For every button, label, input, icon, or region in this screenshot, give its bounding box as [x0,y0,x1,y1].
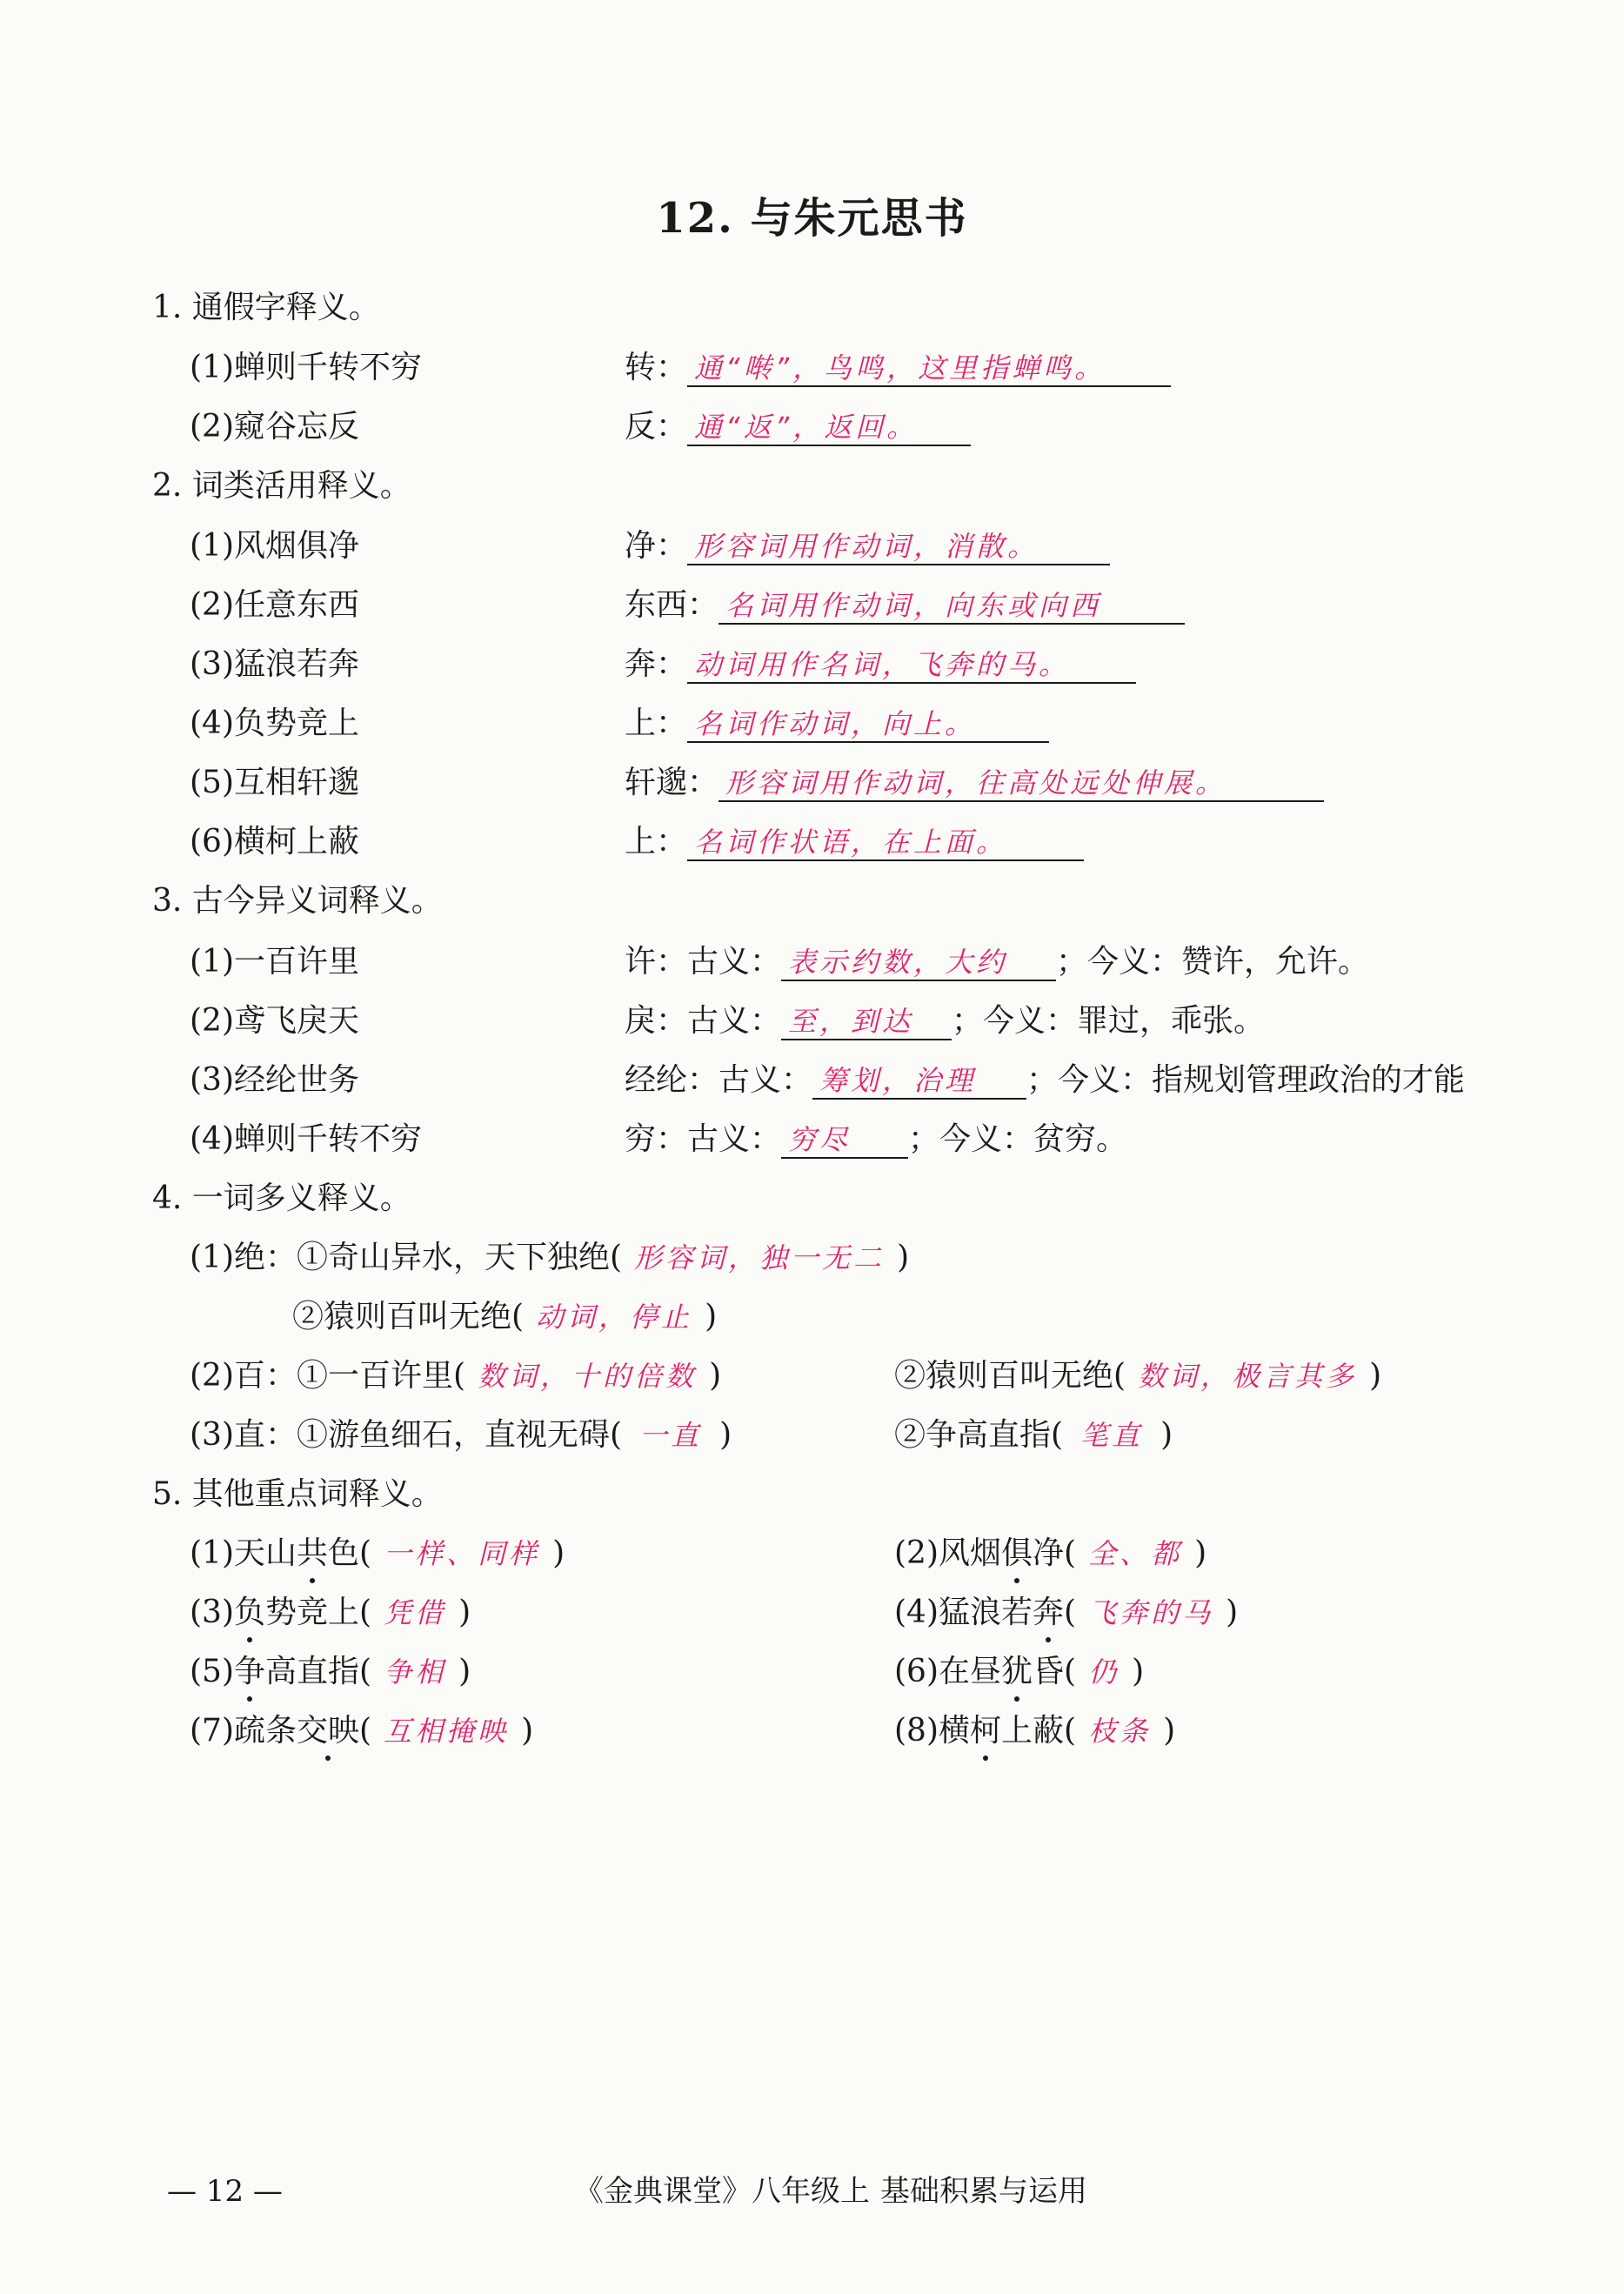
s2-a3-row [625,642,1136,687]
s4-jue-2-question: ②猿则百叫无绝( [292,1299,525,1334]
s3-a3-answer: 筹划，治理 [812,1063,1026,1100]
s1-a2-answer: 通“返”，返回。 [687,410,971,446]
book-title: 《金典课堂》八年级上 [574,2174,870,2209]
s5-item-5-close: ) [458,1654,471,1689]
s5-item-4 [894,1590,1238,1635]
s5-item-2 [894,1531,1206,1576]
s2-a4-key: 上： [625,706,688,741]
s5-item-1-pre: (1)天山 [190,1535,297,1571]
s5-item-5-keyword: 争 [234,1654,266,1689]
s2-a6-key: 上： [625,824,688,859]
s1-q1: (1)蝉则千转不穷 [190,350,422,385]
s2-a2-row [625,583,1185,628]
s2-a1-answer: 形容词用作动词，消散。 [687,529,1110,565]
s2-q2: (2)任意东西 [190,587,359,623]
s5-item-5-answer: 争相 [384,1655,447,1689]
s4-jue-2 [292,1294,717,1340]
s5-item-7 [190,1709,533,1754]
s3-a3-key: 经纶：古义： [625,1062,813,1098]
s5-item-3-answer: 凭借 [384,1596,447,1629]
s3-q3: (3)经纶世务 [190,1062,359,1098]
s4-zhi-1-answer: 一直 [639,1419,703,1452]
s4-jue-1 [190,1235,909,1281]
s3-a1-answer: 表示约数，大约 [781,945,1056,981]
s5-item-6-post: 昏( [1033,1654,1077,1689]
s2-q3: (3)猛浪若奔 [190,646,359,682]
s5-item-6-keyword: 犹 [1001,1654,1033,1689]
s1-a1-answer: 通“啭”，鸟鸣，这里指蝉鸣。 [687,351,1171,387]
s5-item-6-pre: (6)在昼 [894,1654,1001,1689]
s2-a5-answer: 形容词用作动词，往高处远处伸展。 [718,766,1324,802]
s5-item-1-answer: 一样、同样 [384,1537,541,1570]
section-title: 基础积累与运用 [880,2174,1087,2209]
s5-item-7-answer: 互相掩映 [384,1715,510,1748]
s5-item-2-close: ) [1194,1535,1207,1571]
s5-item-6 [894,1649,1144,1695]
s5-item-1 [190,1531,565,1576]
s4-jue-2-close: ) [705,1299,718,1334]
s4-zhi-1 [190,1413,732,1458]
s2-a1-row [625,524,1110,569]
s2-a5-row [625,760,1324,806]
s3-a3-row [625,1058,1465,1103]
s2-a2-answer: 名词用作动词，向东或向西 [718,588,1185,625]
s3-a2-key: 戾：古义： [625,1003,782,1039]
s3-a3-modern: ；今义：指规划管理政治的才能 [1026,1062,1466,1098]
s2-a3-key: 奔： [625,646,688,682]
s4-jue-1-answer: 形容词，独一无二 [634,1241,886,1274]
s5-item-7-keyword: 交映 [297,1713,360,1749]
s2-q6: (6)横柯上蔽 [190,824,359,859]
section-5-heading: 5. 其他重点词释义。 [152,1476,443,1512]
s4-bai-2-close: ) [1369,1358,1382,1394]
s4-bai-2-question: ②猿则百叫无绝( [894,1358,1126,1394]
s2-a6-row [625,819,1084,865]
s4-zhi-2-question: ②争高直指( [894,1417,1064,1453]
s2-a1-key: 净： [625,528,688,564]
s5-item-2-pre: (2)风烟 [894,1535,1001,1571]
s4-bai-1-answer: 数词，十的倍数 [478,1360,698,1393]
s1-a2-row [625,405,971,450]
s3-a4-answer: 穷尽 [781,1122,908,1159]
s4-jue-1-question: (1)绝：①奇山异水，天下独绝( [190,1240,623,1275]
s4-jue-2-answer: 动词，停止 [536,1301,693,1334]
s5-item-3 [190,1590,471,1635]
s4-zhi-1-close: ) [719,1417,732,1453]
s3-q4: (4)蝉则千转不穷 [190,1121,422,1157]
s3-a2-row [625,999,1265,1044]
s3-a1-modern: ；今义：赞许，允许。 [1056,944,1370,980]
s4-zhi-2 [894,1413,1173,1458]
s5-item-8-close: ) [1163,1713,1176,1749]
s2-q4: (4)负势竞上 [190,706,359,741]
s1-q2: (2)窥谷忘反 [190,409,359,445]
s5-item-3-pre: (3) [190,1595,234,1630]
s5-item-3-close: ) [458,1595,471,1630]
s3-a4-modern: ；今义：贫穷。 [908,1121,1128,1157]
s5-item-2-keyword: 俱 [1001,1535,1033,1571]
s5-item-3-keyword: 负 [234,1595,266,1630]
s4-bai-1-close: ) [709,1358,722,1394]
s3-a2-answer: 至，到达 [781,1004,952,1040]
s4-zhi-1-question: (3)直：①游鱼细石，直视无碍( [190,1417,623,1453]
s5-item-4-close: ) [1226,1595,1239,1630]
s5-item-2-answer: 全、都 [1088,1537,1183,1570]
s3-a4-row [625,1117,1127,1162]
s3-a2-modern: ；今义：罪过，乖张。 [952,1003,1266,1039]
s4-zhi-2-close: ) [1160,1417,1173,1453]
s5-item-2-post: 净( [1033,1535,1077,1571]
s1-a1-row [625,345,1171,391]
section-1-heading: 1. 通假字释义。 [152,290,380,325]
s5-item-6-answer: 仍 [1088,1655,1120,1689]
s5-item-5-post: 高直指( [265,1654,372,1689]
s2-a4-row [625,701,1049,746]
s2-a3-answer: 动词用作名词，飞奔的马。 [687,647,1136,684]
s2-a5-key: 轩邈： [625,765,719,800]
section-3-heading: 3. 古今异义词释义。 [152,883,443,919]
s3-a1-key: 许：古义： [625,944,782,980]
s5-item-8-pre: (8)横 [894,1713,970,1749]
s5-item-8-answer: 枝条 [1088,1715,1152,1748]
s3-a4-key: 穷：古义： [625,1121,782,1157]
s4-bai-1 [190,1354,721,1399]
s2-q5: (5)互相轩邈 [190,765,359,800]
s2-a2-key: 东西： [625,587,719,623]
s4-jue-1-close: ) [897,1240,910,1275]
s5-item-6-close: ) [1132,1654,1145,1689]
s2-q1: (1)风烟俱净 [190,528,359,564]
s3-q2: (2)鸢飞戾天 [190,1003,359,1039]
section-4-heading: 4. 一词多义释义。 [152,1180,411,1216]
s5-item-8 [894,1709,1175,1754]
page-number: — 12 — [167,2174,283,2209]
s5-item-4-answer: 飞奔的马 [1088,1596,1214,1629]
s4-bai-2-answer: 数词，极言其多 [1138,1360,1358,1393]
s5-item-1-keyword: 共 [297,1535,329,1571]
s5-item-3-post: 势竞上( [265,1595,372,1630]
s5-item-5-pre: (5) [190,1654,234,1689]
s4-bai-1-question: (2)百：①一百许里( [190,1358,466,1394]
s5-item-8-post: 上蔽( [1001,1713,1077,1749]
s5-item-7-close: ) [521,1713,534,1749]
s5-item-4-pre: (4)猛浪若 [894,1595,1033,1630]
section-2-heading: 2. 词类活用释义。 [152,468,411,504]
s1-a1-key: 转： [625,350,688,385]
s3-a1-row [625,940,1369,985]
s5-item-7-post: ( [359,1713,372,1749]
s2-a6-answer: 名词作状语，在上面。 [687,825,1084,861]
s5-item-7-pre: (7)疏条 [190,1713,297,1749]
s5-item-4-post: ( [1064,1595,1077,1630]
s5-item-4-keyword: 奔 [1033,1595,1065,1630]
s3-q1: (1)一百许里 [190,944,359,980]
s5-item-8-keyword: 柯 [970,1713,1002,1749]
s1-a2-key: 反： [625,409,688,445]
s4-zhi-2-answer: 笔直 [1080,1419,1144,1452]
s5-item-1-post: 色( [328,1535,372,1571]
s2-a4-answer: 名词作动词，向上。 [687,706,1049,743]
s5-item-1-close: ) [552,1535,565,1571]
s4-bai-2 [894,1354,1381,1399]
page-title: 12. 与朱元思书 [656,194,968,243]
s5-item-5 [190,1649,471,1695]
